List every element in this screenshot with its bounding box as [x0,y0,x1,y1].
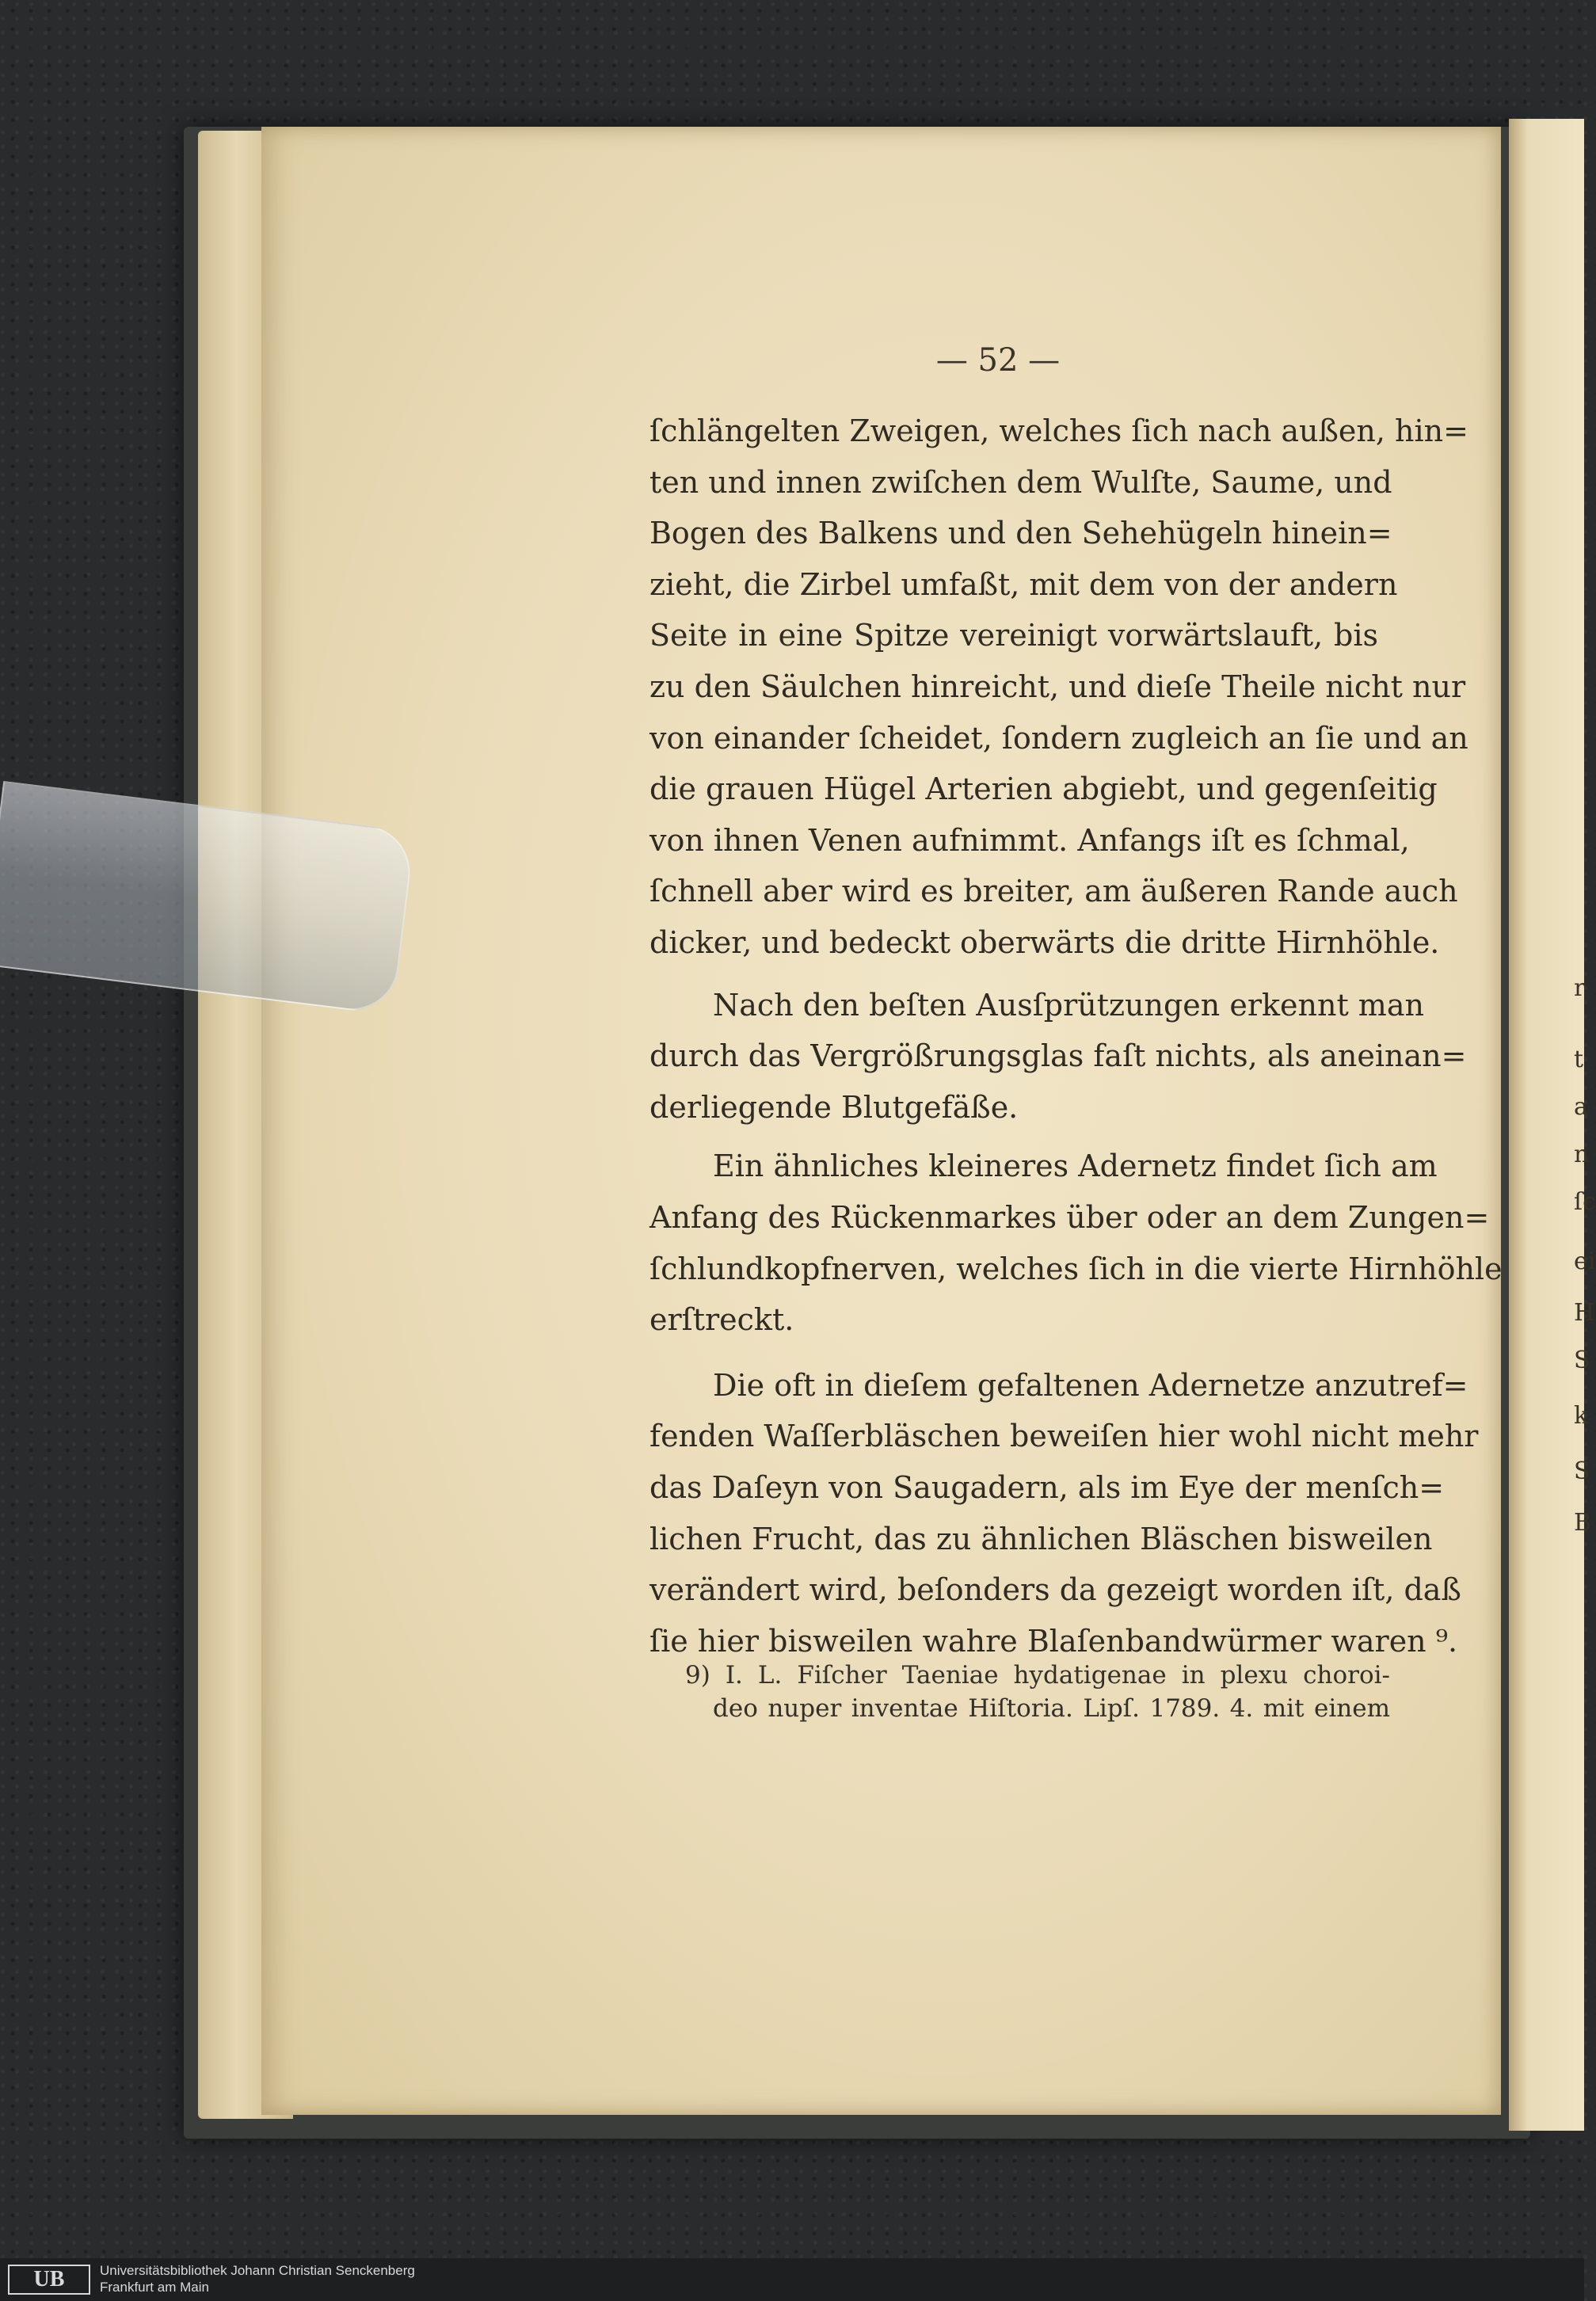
text-line: zu den Säulchen hinreicht, und dieſe Theile nicht nur [649,669,1466,704]
text-line: von einander ſcheidet, ſondern zugleich an ſie und an [649,720,1468,756]
library-city: Frankfurt am Main [100,2280,209,2295]
text-line: ſchlundkopfnerven, welches ſich in die vierte Hirnhöhle [649,1251,1503,1286]
facing-page-edge [1509,119,1596,2131]
facing-page-letter: k [1574,1402,1589,1430]
text-line: ſchnell aber wird es breiter, am äußeren Rande auch [649,874,1458,909]
text-line: Anfang des Rückenmarkes über oder an dem Zungen= [649,1200,1490,1235]
text-line: ten und innen zwiſchen dem Wulſte, Saume, und [649,464,1392,500]
text-line: fenden Waſſerbläschen beweiſen hier wohl nicht mehr [649,1419,1479,1454]
text-line: Die oft in dieſem gefaltenen Adernetze anzutref= [713,1367,1468,1403]
page-number: — 52 — [935,342,1061,379]
facing-page-letter: t [1574,1046,1584,1073]
facing-page-letter: ei [1574,1248,1596,1275]
text-line: Ein ähnliches kleineres Adernetz findet ſich am [713,1149,1438,1184]
text-line: lichen Frucht, das zu ähnlichen Bläschen bisweilen [649,1521,1433,1556]
text-line: das Daſeyn von Saugadern, als im Eye der menſch= [649,1470,1445,1505]
text-line: ſchlängelten Zweigen, welches ſich nach außen, hin= [649,413,1468,448]
facing-page-letter: r [1574,974,1586,1002]
facing-page-letter: ſc [1574,1188,1596,1216]
text-line: dicker, und bedeckt oberwärts die dritte Hirnhöhle. [649,925,1440,960]
footnote-line: deo nuper inventae Hiſtoria. Lipſ. 1789. 4. mit einem [713,1694,1390,1723]
text-line: verändert wird, beſonders da gezeigt worden iſt, daß [649,1572,1461,1608]
text-line: Bogen des Balkens und den Sehehügeln hinein= [649,516,1392,551]
facing-page-letter: S [1574,1347,1590,1374]
text-line: die grauen Hügel Arterien abgiebt, und gegenſeitig [649,771,1438,807]
text-line: Seite in eine Spitze vereinigt vorwärtslauft, bis [649,618,1378,653]
text-line: erſtreckt. [649,1302,794,1338]
text-line: derliegende Blutgefäße. [649,1089,1019,1125]
text-line: Nach den beſten Ausſprützungen erkennt man [713,987,1424,1023]
facing-page-letter: S [1574,1457,1590,1485]
text-line: von ihnen Venen aufnimmt. Anfangs iſt es ſchmal, [649,822,1410,858]
facing-page-letter: a [1574,1093,1588,1121]
facing-page-letter: B [1574,1509,1592,1537]
library-name: Universitätsbibliothek Johann Christian Senckenberg [100,2263,415,2278]
text-line: zieht, die Zirbel umfaßt, mit dem von der andern [649,566,1398,602]
text-line: durch das Vergrößrungsglas faſt nichts, als aneinan= [649,1038,1467,1074]
facing-page-letter: n [1574,1141,1590,1168]
ub-logo: UB [8,2265,90,2295]
text-line: ſie hier bisweilen wahre Blaſenbandwürmer waren ⁹. [649,1623,1458,1659]
footnote-line: 9) I. L. Fiſcher Taeniae hydatigenae in plexu choroi- [685,1661,1390,1690]
facing-page-letter: H [1574,1299,1595,1327]
footer-bar [0,2258,1584,2301]
